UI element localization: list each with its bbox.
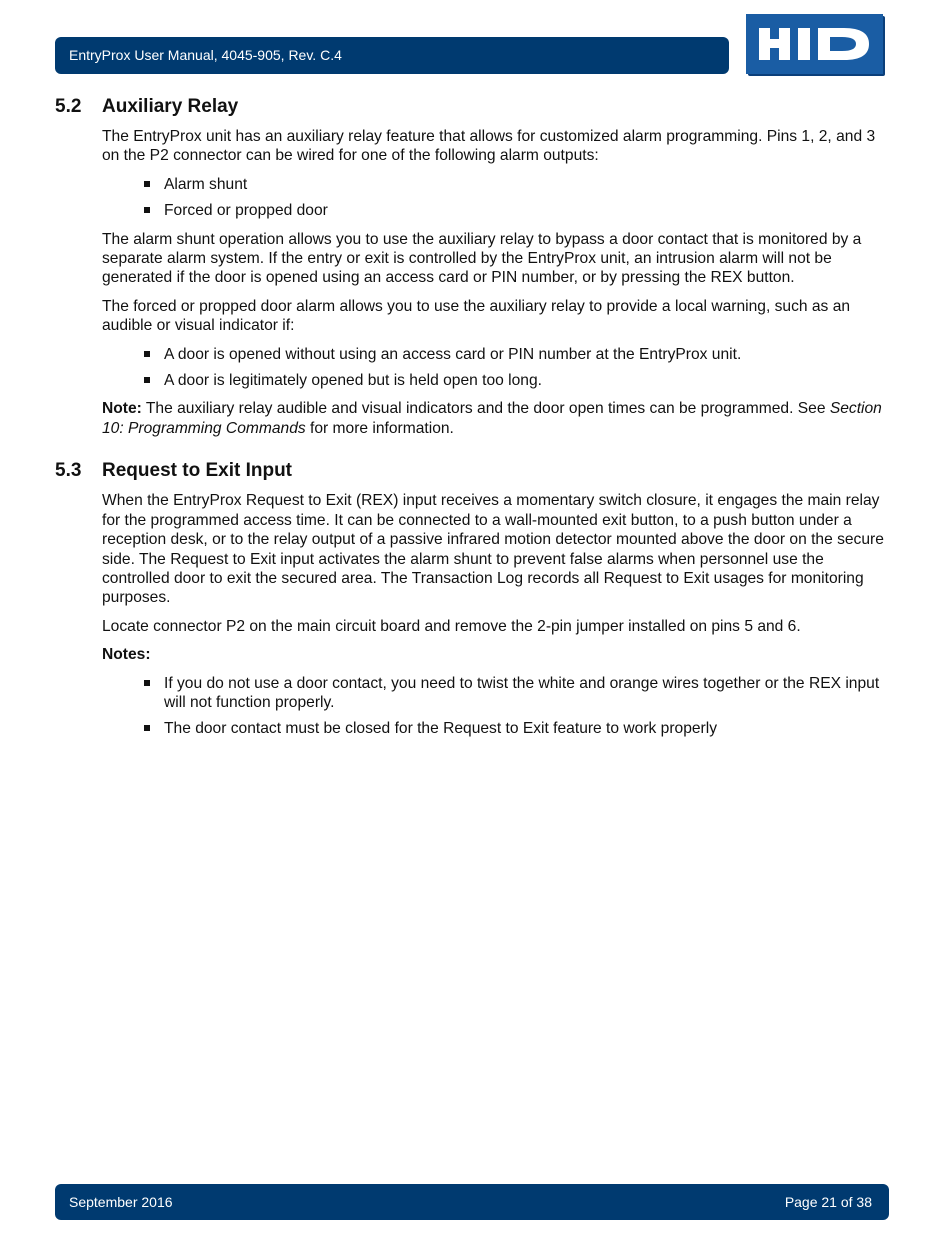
hid-logo-mark bbox=[746, 14, 883, 74]
note-paragraph: Note: The auxiliary relay audible and visual indicators and the door open times can be programmed. See Section 10: Programming Commands for more information. bbox=[102, 400, 882, 437]
bullet-square-icon bbox=[144, 207, 150, 213]
list-item: Alarm shunt bbox=[102, 175, 890, 194]
bullet-square-icon bbox=[144, 181, 150, 187]
bullet-list bbox=[102, 674, 890, 739]
paragraph: The EntryProx unit has an auxiliary relay feature that allows for customized alarm programming. Pins 1, 2, and 3 on the P2 connector can be wired for one of the following alarm outputs: bbox=[102, 128, 876, 165]
hid-logo bbox=[746, 14, 883, 74]
notes-label: Notes: bbox=[102, 646, 151, 664]
list-item: Forced or propped door bbox=[102, 201, 890, 220]
section-title: Auxiliary Relay bbox=[102, 96, 239, 117]
header-bar bbox=[55, 37, 729, 74]
note-label: Note: bbox=[102, 400, 142, 418]
bullet-square-icon bbox=[144, 351, 150, 357]
bullet-square-icon bbox=[144, 725, 150, 731]
bullet-list bbox=[102, 175, 890, 221]
section-body-request-to-exit bbox=[102, 491, 890, 738]
footer-date: September 2016 bbox=[69, 1194, 173, 1210]
list-item: A door is legitimately opened but is held open too long. bbox=[102, 371, 890, 390]
section-number: 5.2 bbox=[55, 96, 82, 117]
section-title: Request to Exit Input bbox=[102, 460, 292, 482]
paragraph: Locate connector P2 on the main circuit board and remove the 2-pin jumper installed on pins 5 and 6. bbox=[102, 617, 801, 635]
section-reference: Section 10: Programming Commands bbox=[102, 400, 882, 437]
footer-bar bbox=[55, 1184, 889, 1220]
bullet-square-icon bbox=[144, 377, 150, 383]
header-title: EntryProx User Manual, 4045-905, Rev. C.4 bbox=[69, 47, 342, 63]
section-body-auxiliary-relay bbox=[102, 127, 890, 438]
bullet-square-icon bbox=[144, 680, 150, 686]
paragraph: When the EntryProx Request to Exit (REX) input receives a momentary switch closure, it engages the main relay for the programmed access time. It can be connected to a wall-mounted exit button, to a push button under a reception desk, or to the relay output of a passive infrared motion detector mounted above the door on the secure side. The Request to Exit input activates the alarm shunt to prevent false alarms when personnel use the controlled door to exit the secured area. The Transaction Log records all Request to Exit usages for monitoring purposes. bbox=[102, 492, 884, 607]
section-heading-auxiliary-relay bbox=[55, 95, 890, 119]
section-heading-request-to-exit bbox=[55, 459, 890, 483]
paragraph: The forced or propped door alarm allows you to use the auxiliary relay to provide a local warning, such as an audible or visual indicator if: bbox=[102, 297, 851, 335]
list-item: The door contact must be closed for the Request to Exit feature to work properly bbox=[102, 719, 890, 738]
list-item: A door is opened without using an access card or PIN number at the EntryProx unit. bbox=[102, 345, 890, 364]
section-number: 5.3 bbox=[55, 460, 82, 482]
bullet-list bbox=[102, 345, 890, 391]
footer-page-number: Page 21 of 38 bbox=[784, 1194, 872, 1210]
list-item: If you do not use a door contact, you need to twist the white and orange wires together or the REX input will not function properly. bbox=[102, 674, 890, 713]
page-content bbox=[55, 95, 890, 748]
paragraph: The alarm shunt operation allows you to use the auxiliary relay to bypass a door contact that is monitored by a separate alarm system. If the entry or exit is controlled by the EntryProx unit, an intrusion alarm will not be generated if the door is opened using an access card or PIN number, or by pressing the REX button. bbox=[102, 230, 862, 287]
